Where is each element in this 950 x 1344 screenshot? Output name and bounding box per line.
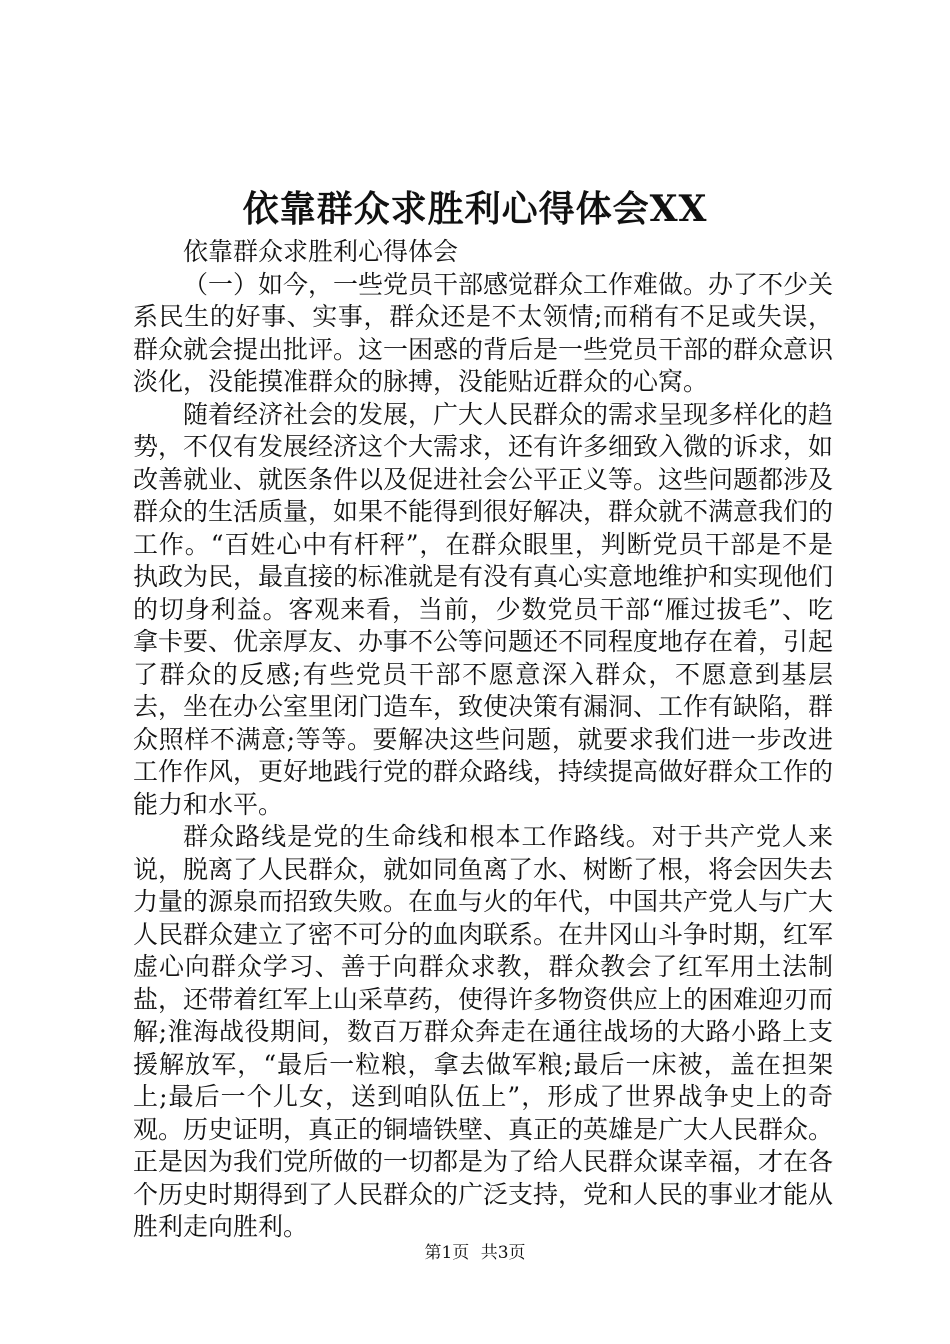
document-title: 依靠群众求胜利心得体会XX [242, 188, 708, 230]
document-body [133, 236, 833, 1244]
paragraph-2: 随着经济社会的发展，广大人民群众的需求呈现多样化的趋势，不仅有发展经济这个大需求，还有许多细致入微的诉求，如改善就业、就医条件以及促进社会公平正义等。这些问题都涉及群众的生活质量，如果不能得到很好解决，群众就不满意我们的工作。“百姓心中有杆秤”，在群众眼里，判断党员干部是不是执政为民，最直接的标准就是有没有真心实意地维护和实现他们的切身利益。客观来看，当前，少数党员干部“雁过拔毛”、吃拿卡要、优亲厚友、办事不公等问题还不同程度地存在着，引起了群众的反感;有些党员干部不愿意深入群众，不愿意到基层去，坐在办公室里闭门造车，致使决策有漏洞、工作有缺陷，群众照样不满意;等等。要解决这些问题，就要求我们进一步改进工作作风，更好地践行党的群众路线，持续提高做好群众工作的能力和水平。 [133, 399, 834, 819]
page-footer [0, 1241, 950, 1265]
paragraph-3: 群众路线是党的生命线和根本工作路线。对于共产党人来说，脱离了人民群众，就如同鱼离了水、树断了根，将会因失去力量的源泉而招致失败。在血与火的年代，中国共产党人与广大人民群众建立了密不可分的血肉联系。在井冈山斗争时期，红军虚心向群众学习、善于向群众求教，群众教会了红军用土法制盐，还带着红军上山采草药，使得许多物资供应上的困难迎刃而解;淮海战役期间，数百万群众奔走在通往战场的大路小路上支援解放军，“最后一粒粮，拿去做军粮;最后一床被，盖在担架上;最后一个儿女，送到咱队伍上”，形成了世界战争史上的奇观。历史证明，真正的铜墙铁壁、真正的英雄是广大人民群众。正是因为我们党所做的一切都是为了给人民群众谋幸福，才在各个历史时期得到了人民群众的广泛支持，党和人民的事业才能从胜利走向胜利。 [133, 822, 834, 1241]
paragraph-subtitle: 依靠群众求胜利心得体会 [183, 237, 459, 266]
page-number: 第1页 [424, 1243, 470, 1263]
page-total: 共3页 [480, 1243, 526, 1263]
paragraph-1: （一）如今，一些党员干部感觉群众工作难做。办了不少关系民生的好事、实事，群众还是不太领情;而稍有不足或失误，群众就会提出批评。这一困惑的背后是一些党员干部的群众意识淡化，没能摸准群众的脉搏，没能贴近群众的心窝。 [133, 269, 834, 396]
